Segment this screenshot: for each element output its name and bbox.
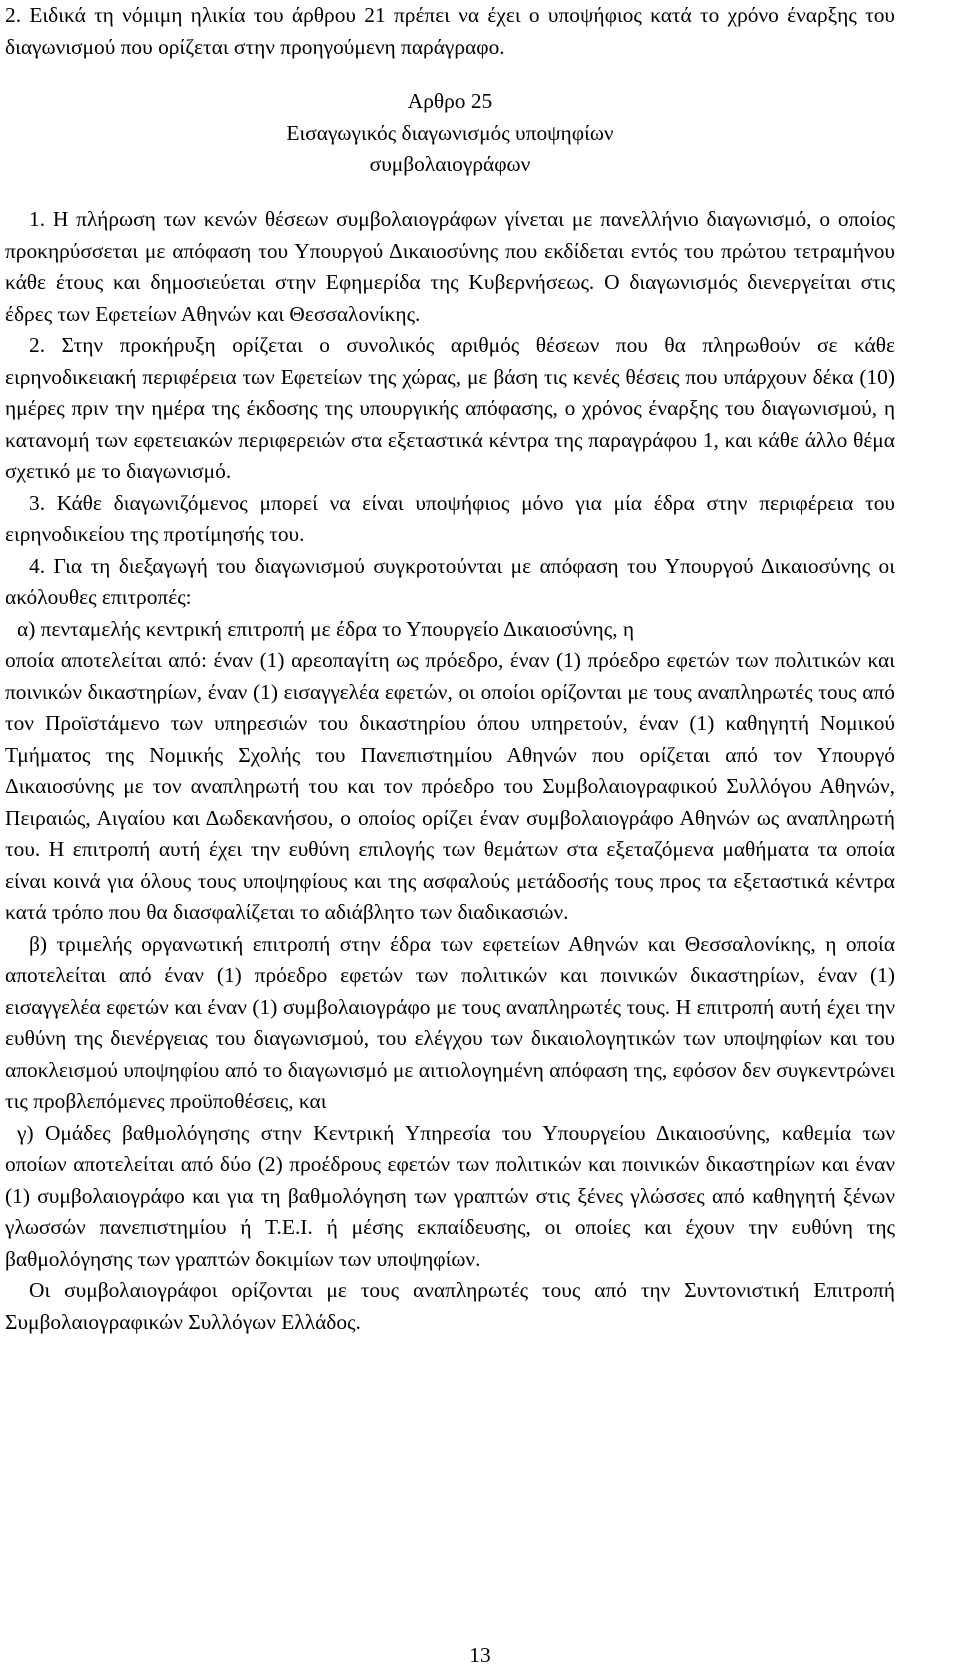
- article-number: Αρθρο 25: [407, 89, 493, 113]
- paragraph-2: 2. Στην προκήρυξη ορίζεται ο συνολικός αριθμός θέσεων που θα πληρωθούν σε κάθε ειρηνοδικειακή περιφέρεια των Εφετείων της χώρας, με βάση τις κενές θέσεις που υπάρχουν δέκα (10) ημέρες πριν την ημέρα της έκδοσης της υπουργικής απόφασης, ο χρόνος έναρξης του διαγωνισμού, η κατανομή των εφετειακών περιφερειών στα εξεταστικά κέντρα της παραγράφου 1, και κάθε άλλο θέμα σχετικό με το διαγωνισμό.: [5, 333, 895, 483]
- article-title-line-2: συμβολαιογράφων: [369, 152, 531, 176]
- item-alpha-body: οποία αποτελείται από: έναν (1) αρεοπαγίτη ως πρόεδρο, έναν (1) πρόεδρο εφετών των πολιτικών και ποινικών δικαστηρίων, έναν (1) εισαγγελέα εφετών, οι οποίοι ορίζονται με τους αναπληρωτές τους από τον Προϊστάμενο των υπηρεσιών του δικαστηρίου όπου υπηρετούν, έναν (1) καθηγητή Νομικού Τμήματος της Νομικής Σχολής του Πανεπιστημίου Αθηνών που ορίζεται από τον Υπουργό Δικαιοσύνης με τον αναπληρωτή του και τον πρόεδρο του Συμβολαιογραφικού Συλλόγου Αθηνών, Πειραιώς, Αιγαίου και Δωδεκανήσου, ο οποίος ορίζει έναν συμβολαιογράφο Αθηνών ως αναπληρωτή του. Η επιτροπή αυτή έχει την ευθύνη επιλογής των θεμάτων στα εξεταζόμενα μαθήματα τα οποία είναι κοινά για όλους τους υποψηφίους και της ασφαλούς μετάδοσής τους προς τα εξεταστικά κέντρα κατά τρόπο που θα διασφαλίζεται το αδιάβλητο των διαδικασιών.: [5, 648, 895, 924]
- paragraph-3: 3. Κάθε διαγωνιζόμενος μπορεί να είναι υποψήφιος μόνο για μία έδρα στην περιφέρεια του ειρηνοδικείου της προτίμησής του.: [5, 490, 895, 546]
- item-beta: β) τριμελής οργανωτική επιτροπή στην έδρα των εφετείων Αθηνών και Θεσσαλονίκης, η οποία αποτελείται από έναν (1) πρόεδρο εφετών των πολιτικών και ποινικών δικαστηρίων, έναν (1) εισαγγελέα εφετών και έναν (1) συμβολαιογράφο με τους αναπληρωτές τους. Η επιτροπή αυτή έχει την ευθύνη της διενέργειας του διαγωνισμού, του ελέγχου των δικαιολογητικών των υποψηφίων και του αποκλεισμού υποψηφίου από το διαγωνισμό με αιτιολογημένη απόφαση της, εφόσον δεν συγκεντρώνει τις προβλεπόμενες προϋποθέσεις, και: [5, 931, 895, 1113]
- article-body: [5, 204, 895, 1338]
- paragraph-4: 4. Για τη διεξαγωγή του διαγωνισμού συγκροτούνται με απόφαση του Υπουργού Δικαιοσύνης οι ακόλουθες επιτροπές:: [5, 553, 895, 609]
- closing-paragraph: Οι συμβολαιογράφοι ορίζονται με τους αναπληρωτές τους από την Συντονιστική Επιτροπή Συμβολαιογραφικών Συλλόγων Ελλάδος.: [5, 1278, 895, 1334]
- page-number: 13: [469, 1643, 491, 1667]
- item-gamma: γ) Ομάδες βαθμολόγησης στην Κεντρική Υπηρεσία του Υπουργείου Δικαιοσύνης, καθεμία των οποίων αποτελείται από δύο (2) προέδρους εφετών των πολιτικών και ποινικών δικαστηρίων και έναν (1) συμβολαιογράφο και για τη βαθμολόγηση των γραπτών στις ξένες γλώσσες από καθηγητή ξένων γλωσσών πανεπιστημίου ή Τ.Ε.Ι. ή μέσης εκπαίδευσης, οι οποίες και έχουν την ευθύνη της βαθμολόγησης των γραπτών δοκιμίων των υποψηφίων.: [5, 1120, 895, 1271]
- article-heading: [5, 86, 895, 181]
- previous-paragraph: 2. Ειδικά τη νόμιμη ηλικία του άρθρου 21 πρέπει να έχει ο υποψήφιος κατά το χρόνο έναρξης του διαγωνισμού που ορίζεται στην προηγούμενη παράγραφο.: [5, 3, 895, 59]
- paragraph-1: 1. Η πλήρωση των κενών θέσεων συμβολαιογράφων γίνεται με πανελλήνιο διαγωνισμό, ο οποίος προκηρύσσεται με απόφαση του Υπουργού Δικαιοσύνης που εκδίδεται εντός του πρώτου τετραμήνου κάθε έτους και δημοσιεύεται στην Εφημερίδα της Κυβερνήσεως. Ο διαγωνισμός διενεργείται στις έδρες των Εφετείων Αθηνών και Θεσσαλονίκης.: [5, 207, 895, 326]
- item-alpha-first-line: α) πενταμελής κεντρική επιτροπή με έδρα το Υπουργείο Δικαιοσύνης, η: [17, 616, 635, 641]
- article-title-line-1: Εισαγωγικός διαγωνισμός υποψηφίων: [286, 120, 614, 145]
